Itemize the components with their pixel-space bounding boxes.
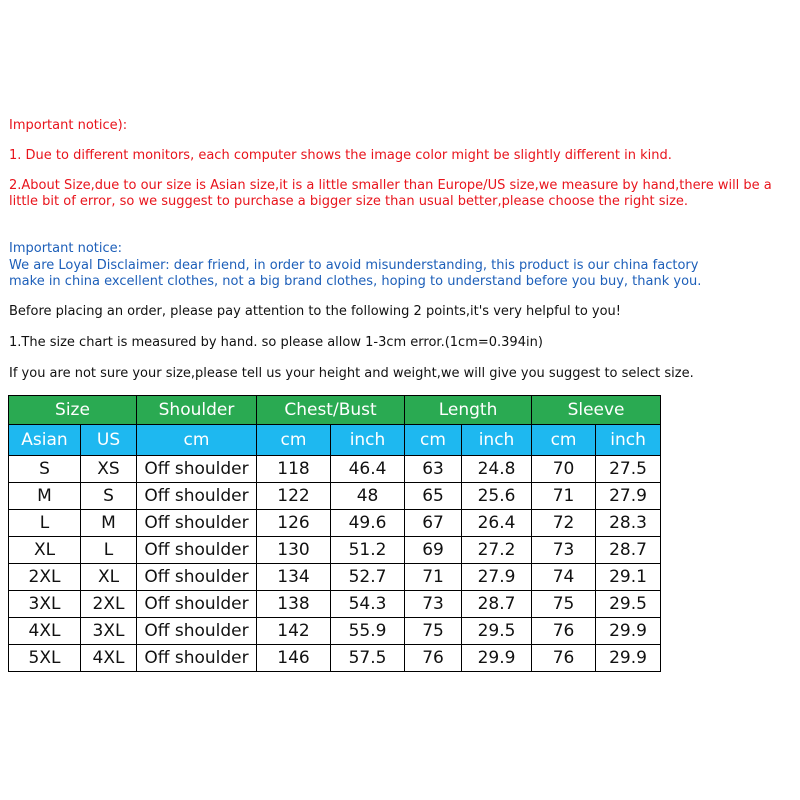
header-length: Length <box>405 396 532 425</box>
cell-sleeve-cm: 71 <box>532 483 596 510</box>
subheader-chest-cm: cm <box>257 425 331 456</box>
cell-sleeve-cm: 76 <box>532 645 596 672</box>
cell-chest-inch: 49.6 <box>331 510 405 537</box>
cell-length-inch: 29.9 <box>462 645 532 672</box>
cell-length-cm: 73 <box>405 591 462 618</box>
cell-length-cm: 65 <box>405 483 462 510</box>
cell-sleeve-cm: 74 <box>532 564 596 591</box>
cell-length-inch: 25.6 <box>462 483 532 510</box>
cell-us-size: XL <box>81 564 137 591</box>
header-shoulder: Shoulder <box>137 396 257 425</box>
cell-sleeve-inch: 27.9 <box>596 483 661 510</box>
subheader-sleeve-cm: cm <box>532 425 596 456</box>
notice-point-2: 2.About Size,due to our size is Asian size,it is a little smaller than Europe/US size,we measure by hand,there will be a little bit of error, so we suggest to purchase a bigger size than usual better,please choose the right size. <box>9 178 772 209</box>
notice-title: Important notice): <box>9 118 128 133</box>
cell-sleeve-inch: 29.1 <box>596 564 661 591</box>
cell-asian-size: 4XL <box>9 618 81 645</box>
size-chart-table <box>8 395 661 672</box>
subheader-length-inch: inch <box>462 425 532 456</box>
cell-length-cm: 69 <box>405 537 462 564</box>
cell-chest-cm: 118 <box>257 456 331 483</box>
cell-us-size: S <box>81 483 137 510</box>
cell-sleeve-inch: 28.3 <box>596 510 661 537</box>
cell-sleeve-cm: 73 <box>532 537 596 564</box>
disclaimer-line-2: make in china excellent clothes, not a big brand clothes, hoping to understand before you buy, thank you. <box>9 274 702 289</box>
cell-length-inch: 29.5 <box>462 618 532 645</box>
cell-us-size: 2XL <box>81 591 137 618</box>
cell-asian-size: 5XL <box>9 645 81 672</box>
cell-sleeve-inch: 29.9 <box>596 618 661 645</box>
table-row <box>9 618 661 645</box>
cell-shoulder: Off shoulder <box>137 618 257 645</box>
cell-shoulder: Off shoulder <box>137 591 257 618</box>
cell-chest-cm: 134 <box>257 564 331 591</box>
cell-chest-inch: 48 <box>331 483 405 510</box>
not-sure-text: If you are not sure your size,please tell us your height and weight,we will give you suggest to select size. <box>9 366 694 381</box>
cell-chest-cm: 146 <box>257 645 331 672</box>
cell-sleeve-cm: 72 <box>532 510 596 537</box>
cell-chest-cm: 142 <box>257 618 331 645</box>
cell-us-size: M <box>81 510 137 537</box>
cell-shoulder: Off shoulder <box>137 483 257 510</box>
cell-chest-cm: 130 <box>257 537 331 564</box>
table-row <box>9 483 661 510</box>
cell-us-size: L <box>81 537 137 564</box>
table-row <box>9 645 661 672</box>
header-size: Size <box>9 396 137 425</box>
cell-length-inch: 24.8 <box>462 456 532 483</box>
table-row <box>9 456 661 483</box>
cell-sleeve-cm: 70 <box>532 456 596 483</box>
cell-length-cm: 67 <box>405 510 462 537</box>
notice-title-2: Important notice: <box>9 241 123 256</box>
header-sleeve: Sleeve <box>532 396 661 425</box>
cell-shoulder: Off shoulder <box>137 564 257 591</box>
cell-length-cm: 75 <box>405 618 462 645</box>
cell-sleeve-inch: 28.7 <box>596 537 661 564</box>
cell-shoulder: Off shoulder <box>137 510 257 537</box>
cell-chest-inch: 55.9 <box>331 618 405 645</box>
cell-sleeve-inch: 27.5 <box>596 456 661 483</box>
cell-length-inch: 27.2 <box>462 537 532 564</box>
cell-us-size: XS <box>81 456 137 483</box>
cell-shoulder: Off shoulder <box>137 456 257 483</box>
cell-length-cm: 71 <box>405 564 462 591</box>
cell-sleeve-cm: 76 <box>532 618 596 645</box>
cell-chest-inch: 52.7 <box>331 564 405 591</box>
cell-sleeve-inch: 29.9 <box>596 645 661 672</box>
measured-text: 1.The size chart is measured by hand. so please allow 1-3cm error.(1cm=0.394in) <box>9 335 543 350</box>
disclaimer-line-1: We are Loyal Disclaimer: dear friend, in order to avoid misunderstanding, this product is our china factory <box>9 258 699 273</box>
cell-chest-cm: 122 <box>257 483 331 510</box>
cell-shoulder: Off shoulder <box>137 645 257 672</box>
cell-chest-inch: 54.3 <box>331 591 405 618</box>
subheader-shoulder-cm: cm <box>137 425 257 456</box>
subheader-length-cm: cm <box>405 425 462 456</box>
before-order-text: Before placing an order, please pay attention to the following 2 points,it's very helpful to you! <box>9 304 622 319</box>
subheader-sleeve-inch: inch <box>596 425 661 456</box>
size-chart-body <box>9 456 661 672</box>
cell-chest-inch: 57.5 <box>331 645 405 672</box>
cell-sleeve-cm: 75 <box>532 591 596 618</box>
table-row <box>9 564 661 591</box>
subheader-asian: Asian <box>9 425 81 456</box>
cell-asian-size: S <box>9 456 81 483</box>
cell-chest-cm: 138 <box>257 591 331 618</box>
header-chest-bust: Chest/Bust <box>257 396 405 425</box>
cell-asian-size: 3XL <box>9 591 81 618</box>
table-row <box>9 510 661 537</box>
cell-asian-size: M <box>9 483 81 510</box>
cell-length-inch: 28.7 <box>462 591 532 618</box>
cell-asian-size: L <box>9 510 81 537</box>
cell-shoulder: Off shoulder <box>137 537 257 564</box>
table-row <box>9 591 661 618</box>
subheader-us: US <box>81 425 137 456</box>
cell-us-size: 3XL <box>81 618 137 645</box>
cell-chest-cm: 126 <box>257 510 331 537</box>
cell-us-size: 4XL <box>81 645 137 672</box>
cell-asian-size: 2XL <box>9 564 81 591</box>
cell-asian-size: XL <box>9 537 81 564</box>
cell-chest-inch: 46.4 <box>331 456 405 483</box>
notice-point-1: 1. Due to different monitors, each computer shows the image color might be slightly different in kind. <box>9 148 672 163</box>
cell-length-cm: 76 <box>405 645 462 672</box>
cell-length-inch: 26.4 <box>462 510 532 537</box>
cell-sleeve-inch: 29.5 <box>596 591 661 618</box>
cell-length-inch: 27.9 <box>462 564 532 591</box>
cell-chest-inch: 51.2 <box>331 537 405 564</box>
table-row <box>9 537 661 564</box>
subheader-chest-inch: inch <box>331 425 405 456</box>
cell-length-cm: 63 <box>405 456 462 483</box>
